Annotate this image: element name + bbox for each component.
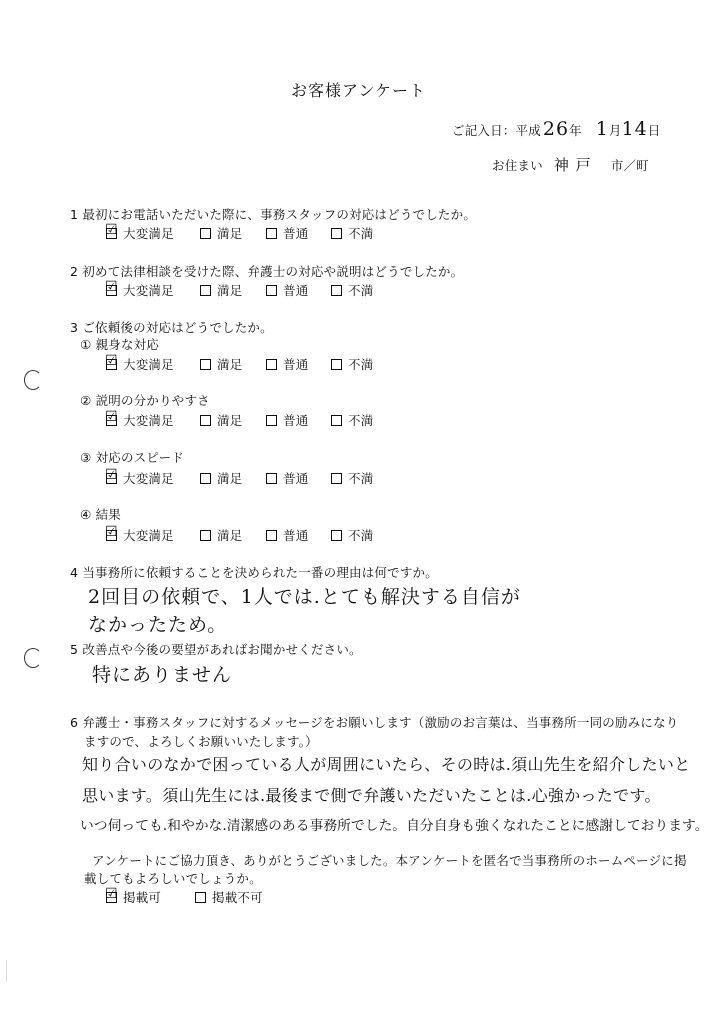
option-label: 普通 [283, 357, 309, 372]
option-label: 大変満足 [123, 413, 174, 428]
checkbox[interactable] [266, 285, 277, 296]
option-satisfied[interactable] [200, 281, 242, 299]
question-6-line-1: 6 弁護士・事務スタッフに対するメッセージをお願いします（激励のお言葉は、当事務所一同の励みになり [70, 715, 679, 730]
option-label: 普通 [283, 413, 309, 428]
option-very-satisfied[interactable] [105, 466, 174, 487]
checkbox[interactable] [331, 530, 342, 541]
checkbox[interactable] [331, 473, 342, 484]
option-very-satisfied[interactable] [105, 523, 174, 544]
option-very-satisfied[interactable] [105, 352, 174, 373]
check-mark-icon: ☑ [105, 885, 118, 902]
check-mark-icon: ☑ [105, 221, 118, 238]
question-4: 4 当事務所に依頼することを決められた一番の理由は何ですか。 [70, 565, 438, 580]
check-mark-icon: ☑ [105, 466, 118, 483]
option-label: 満足 [217, 226, 243, 241]
question-3-sub-4: ④ 結果 [80, 507, 121, 522]
entry-date [452, 118, 660, 140]
question-4-answer-line-1: 2回目の依頼で、1人では.とても解決する自信が [88, 586, 521, 608]
check-mark-icon: ☑ [105, 352, 118, 369]
option-satisfied[interactable] [200, 411, 242, 429]
option-satisfied[interactable] [200, 355, 242, 373]
option-normal[interactable] [266, 281, 308, 299]
question-3-sub-3: ③ 対応のスピード [80, 450, 184, 465]
question-4-answer-line-2: なかったため。 [88, 614, 228, 636]
option-publish-denied[interactable] [195, 888, 263, 906]
question-6-answer-line-2: 思います。須山先生には.最後まで側で弁護いただいたことは.心強かったです。 [82, 786, 661, 805]
option-normal[interactable] [266, 224, 308, 242]
question-5: 5 改善点や今後の要望があればお聞かせください。 [70, 642, 362, 657]
option-label: 大変満足 [123, 471, 174, 486]
option-normal[interactable] [266, 411, 308, 429]
checkbox[interactable] [331, 415, 342, 426]
option-label: 満足 [217, 471, 243, 486]
option-label: 不満 [348, 413, 374, 428]
question-3-sub-4-options [0, 523, 724, 544]
closing-line-1: アンケートにご協力頂き、ありがとうございました。本アンケートを匿名で当事務所のホームページに掲 [92, 853, 687, 868]
check-mark-icon: ☑ [105, 278, 118, 295]
option-label: 満足 [217, 283, 243, 298]
checkbox[interactable] [331, 228, 342, 239]
date-month-unit: 月 [608, 123, 622, 138]
checkbox[interactable] [266, 359, 277, 370]
option-dissatisfied[interactable] [331, 281, 373, 299]
option-publish-allowed[interactable] [105, 885, 162, 906]
option-satisfied[interactable] [200, 224, 242, 242]
checkbox[interactable] [266, 473, 277, 484]
checkbox[interactable] [200, 473, 211, 484]
option-dissatisfied[interactable] [331, 224, 373, 242]
option-dissatisfied[interactable] [331, 526, 373, 544]
checkbox-checked[interactable] [105, 523, 118, 541]
question-6-answer-line-3: いつ伺っても.和やかな.清潔感のある事務所でした。自分自身も強くなれたことに感謝しております。 [80, 818, 709, 834]
checkbox-checked[interactable] [105, 278, 118, 296]
punch-hole-mark [24, 370, 42, 390]
option-label: 普通 [283, 528, 309, 543]
checkbox[interactable] [266, 415, 277, 426]
option-dissatisfied[interactable] [331, 469, 373, 487]
option-label: 満足 [217, 528, 243, 543]
check-mark-icon: ☑ [105, 408, 118, 425]
option-label: 普通 [283, 471, 309, 486]
question-2: 2 初めて法律相談を受けた際、弁護士の対応や説明はどうでしたか。 [70, 264, 464, 279]
closing-line-2: 載してもよろしいでしょうか。 [84, 871, 262, 886]
option-dissatisfied[interactable] [331, 355, 373, 373]
address [492, 154, 649, 175]
checkbox[interactable] [195, 892, 206, 903]
checkbox-checked[interactable] [105, 466, 118, 484]
date-day-unit: 日 [647, 123, 661, 138]
checkbox-checked[interactable] [105, 408, 118, 426]
option-satisfied[interactable] [200, 526, 242, 544]
option-normal[interactable] [266, 469, 308, 487]
checkbox[interactable] [331, 359, 342, 370]
option-normal[interactable] [266, 355, 308, 373]
option-label: 掲載不可 [212, 890, 263, 905]
checkbox[interactable] [200, 285, 211, 296]
option-very-satisfied[interactable] [105, 408, 174, 429]
question-1-options [0, 221, 724, 242]
date-day: 14 [621, 118, 648, 140]
option-label: 不満 [348, 357, 374, 372]
date-month: 1 [595, 118, 609, 140]
option-label: 大変満足 [123, 226, 174, 241]
date-label: ご記入日：平成 [452, 123, 541, 138]
option-label: 大変満足 [123, 528, 174, 543]
scan-edge-mark [6, 960, 7, 982]
option-label: 満足 [217, 413, 243, 428]
question-1: 1 最初にお電話いただいた際に、事務スタッフの対応はどうでしたか。 [70, 207, 477, 222]
checkbox-checked[interactable] [105, 221, 118, 239]
option-label: 満足 [217, 357, 243, 372]
checkbox[interactable] [200, 415, 211, 426]
check-mark-icon: ☑ [105, 523, 118, 540]
question-2-options [0, 278, 724, 299]
address-value: 神 戸 [553, 156, 592, 174]
option-label: 掲載可 [123, 890, 162, 905]
question-6-line-2: ますので、よろしくお願いいたします。） [84, 734, 318, 749]
checkbox[interactable] [200, 228, 211, 239]
option-label: 不満 [348, 528, 374, 543]
option-very-satisfied[interactable] [105, 278, 174, 299]
question-3-sub-3-options [0, 466, 724, 487]
option-dissatisfied[interactable] [331, 411, 373, 429]
checkbox[interactable] [200, 359, 211, 370]
page-title: お客様アンケート [291, 81, 427, 100]
question-3-sub-2-options [0, 408, 724, 429]
date-year-unit: 年 [569, 123, 582, 138]
checkbox[interactable] [266, 530, 277, 541]
option-label: 不満 [348, 226, 374, 241]
publish-options [0, 885, 724, 906]
date-year: 26 [542, 118, 570, 140]
checkbox[interactable] [266, 228, 277, 239]
option-label: 普通 [283, 283, 309, 298]
option-label: 不満 [348, 471, 374, 486]
option-label: 大変満足 [123, 283, 174, 298]
address-label: お住まい [492, 158, 543, 173]
punch-hole-mark [24, 648, 42, 668]
question-3-sub-1: ① 親身な対応 [80, 337, 160, 352]
option-label: 大変満足 [123, 357, 174, 372]
question-5-answer: 特にありません [92, 664, 233, 686]
question-6-answer-line-1: 知り合いのなかで困っている人が周囲にいたら、その時は.須山先生を紹介したいと [82, 755, 691, 774]
checkbox-checked[interactable] [105, 352, 118, 370]
question-3-sub-2: ② 説明の分かりやすさ [80, 393, 210, 408]
checkbox[interactable] [331, 285, 342, 296]
question-3-sub-1-options [0, 352, 724, 373]
address-suffix: 市／町 [610, 158, 649, 173]
option-label: 普通 [283, 226, 309, 241]
option-very-satisfied[interactable] [105, 221, 174, 242]
checkbox[interactable] [200, 530, 211, 541]
checkbox-checked[interactable] [105, 885, 118, 903]
question-3: 3 ご依頼後の対応はどうでしたか。 [70, 320, 273, 335]
option-normal[interactable] [266, 526, 308, 544]
option-label: 不満 [348, 283, 374, 298]
option-satisfied[interactable] [200, 469, 242, 487]
